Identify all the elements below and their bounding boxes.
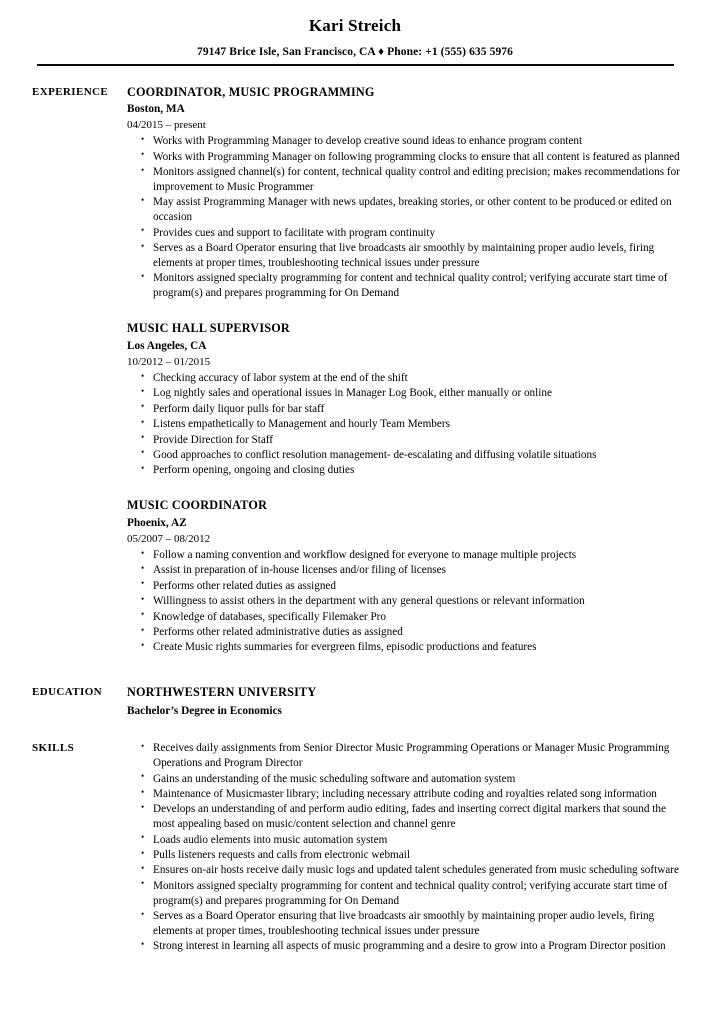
- job-location: Phoenix, AZ: [127, 517, 187, 530]
- job-location: Boston, MA: [127, 103, 185, 116]
- job-title: MUSIC HALL SUPERVISOR: [127, 321, 290, 336]
- candidate-name: Kari Streich: [308, 16, 402, 35]
- section-label-skills: SKILLS: [32, 742, 75, 755]
- list-item: • Works with Programming Manager to develop creative sound ideas to enhance program content: [141, 134, 684, 149]
- list-item: • Works with Programming Manager on following programming clocks to ensure that all content is featured as planned: [141, 150, 684, 165]
- list-item: • Provides cues and support to facilitate with program continuity: [141, 226, 684, 241]
- education-school: NORTHWESTERN UNIVERSITY: [127, 684, 317, 699]
- list-item: • Perform daily liquor pulls for bar staff: [141, 402, 684, 417]
- education-degree: Bachelor’s Degree in Economics: [127, 704, 282, 717]
- job-title: COORDINATOR, MUSIC PROGRAMMING: [127, 84, 375, 99]
- section-label-education: EDUCATION: [32, 685, 103, 698]
- job-bullet-list: [127, 548, 684, 655]
- candidate-contact-line: 79147 Brice Isle, San Francisco, CA ♦ Phone: +1 (555) 635 5976: [196, 45, 513, 58]
- job-dates: 10/2012 – 01/2015: [127, 355, 211, 368]
- job-location: Los Angeles, CA: [127, 340, 207, 353]
- list-item: • Develops an understanding of and perform audio editing, fades and inserting correct digital markers that sound the most appealing based on music/content selection and channel genre: [141, 802, 684, 832]
- job-entry: [127, 498, 684, 655]
- job-dates: 05/2007 – 08/2012: [127, 532, 211, 545]
- list-item: • Listens empathetically to Management and hourly Team Members: [141, 417, 684, 432]
- list-item: • Create Music rights summaries for evergreen films, episodic productions and features: [141, 640, 684, 655]
- list-item: • Log nightly sales and operational issues in Manager Log Book, either manually or online: [141, 386, 684, 401]
- list-item: • Pulls listeners requests and calls from electronic webmail: [141, 848, 684, 863]
- job-entry: [127, 85, 684, 302]
- section-skills: [0, 741, 710, 954]
- list-item: • Maintenance of Musicmaster library; including necessary attribute coding and royalties related song information: [141, 787, 684, 802]
- list-item: • Assist in preparation of in-house licenses and/or filing of licenses: [141, 563, 684, 578]
- section-education: [0, 685, 710, 719]
- job-bullet-list: [127, 134, 684, 301]
- list-item: • Provide Direction for Staff: [141, 433, 684, 448]
- section-experience: [0, 85, 710, 656]
- resume-header: [0, 0, 710, 66]
- list-item: • Willingness to assist others in the department with any general questions or relevant information: [141, 594, 684, 609]
- list-item: • Receives daily assignments from Senior Director Music Programming Operations or Manager Music Programming Operations and Program Director: [141, 741, 684, 771]
- list-item: • Gains an understanding of the music scheduling software and automation system: [141, 772, 684, 787]
- job-dates: 04/2015 – present: [127, 119, 206, 132]
- job-entry: [127, 321, 684, 478]
- list-item: • Knowledge of databases, specifically Filemaker Pro: [141, 610, 684, 625]
- list-item: • May assist Programming Manager with news updates, breaking stories, or other content to be produced or edited on occasion: [141, 195, 684, 225]
- list-item: • Serves as a Board Operator ensuring that live broadcasts air smoothly by maintaining proper audio levels, firing elements at proper times, troubleshooting technical issues under pressure: [141, 241, 684, 271]
- list-item: • Loads audio elements into music automation system: [141, 833, 684, 848]
- header-divider: [37, 64, 674, 66]
- list-item: • Monitors assigned specialty programming for content and technical quality control; verifying accurate start time of program(s) and prepares programming for On Demand: [141, 271, 684, 301]
- list-item: • Checking accuracy of labor system at the end of the shift: [141, 371, 684, 386]
- skills-entries: [127, 741, 684, 954]
- job-title: MUSIC COORDINATOR: [127, 498, 268, 513]
- list-item: • Ensures on-air hosts receive daily music logs and updated talent schedules generated from music scheduling software: [141, 863, 684, 878]
- list-item: • Serves as a Board Operator ensuring that live broadcasts air smoothly by maintaining proper audio levels, firing elements at proper times, troubleshooting technical issues under pressure: [141, 909, 684, 939]
- list-item: • Perform opening, ongoing and closing duties: [141, 463, 684, 478]
- list-item: • Follow a naming convention and workflow designed for everyone to manage multiple projects: [141, 548, 684, 563]
- skills-bullet-list: [127, 741, 684, 954]
- list-item: • Monitors assigned specialty programming for content and technical quality control; verifying accurate start time of program(s) and prepares programming for On Demand: [141, 879, 684, 909]
- list-item: • Strong interest in learning all aspects of music programming and a desire to grow into a Program Director position: [141, 939, 684, 954]
- list-item: • Performs other related duties as assigned: [141, 579, 684, 594]
- education-entries: [127, 685, 684, 719]
- list-item: • Performs other related administrative duties as assigned: [141, 625, 684, 640]
- job-bullet-list: [127, 371, 684, 478]
- experience-entries: [127, 85, 684, 656]
- list-item: • Good approaches to conflict resolution management- de-escalating and diffusing volatile situations: [141, 448, 684, 463]
- section-label-experience: EXPERIENCE: [32, 85, 109, 98]
- list-item: • Monitors assigned channel(s) for content, technical quality control and editing precision; makes recommendations for improvement to Music Programmer: [141, 165, 684, 195]
